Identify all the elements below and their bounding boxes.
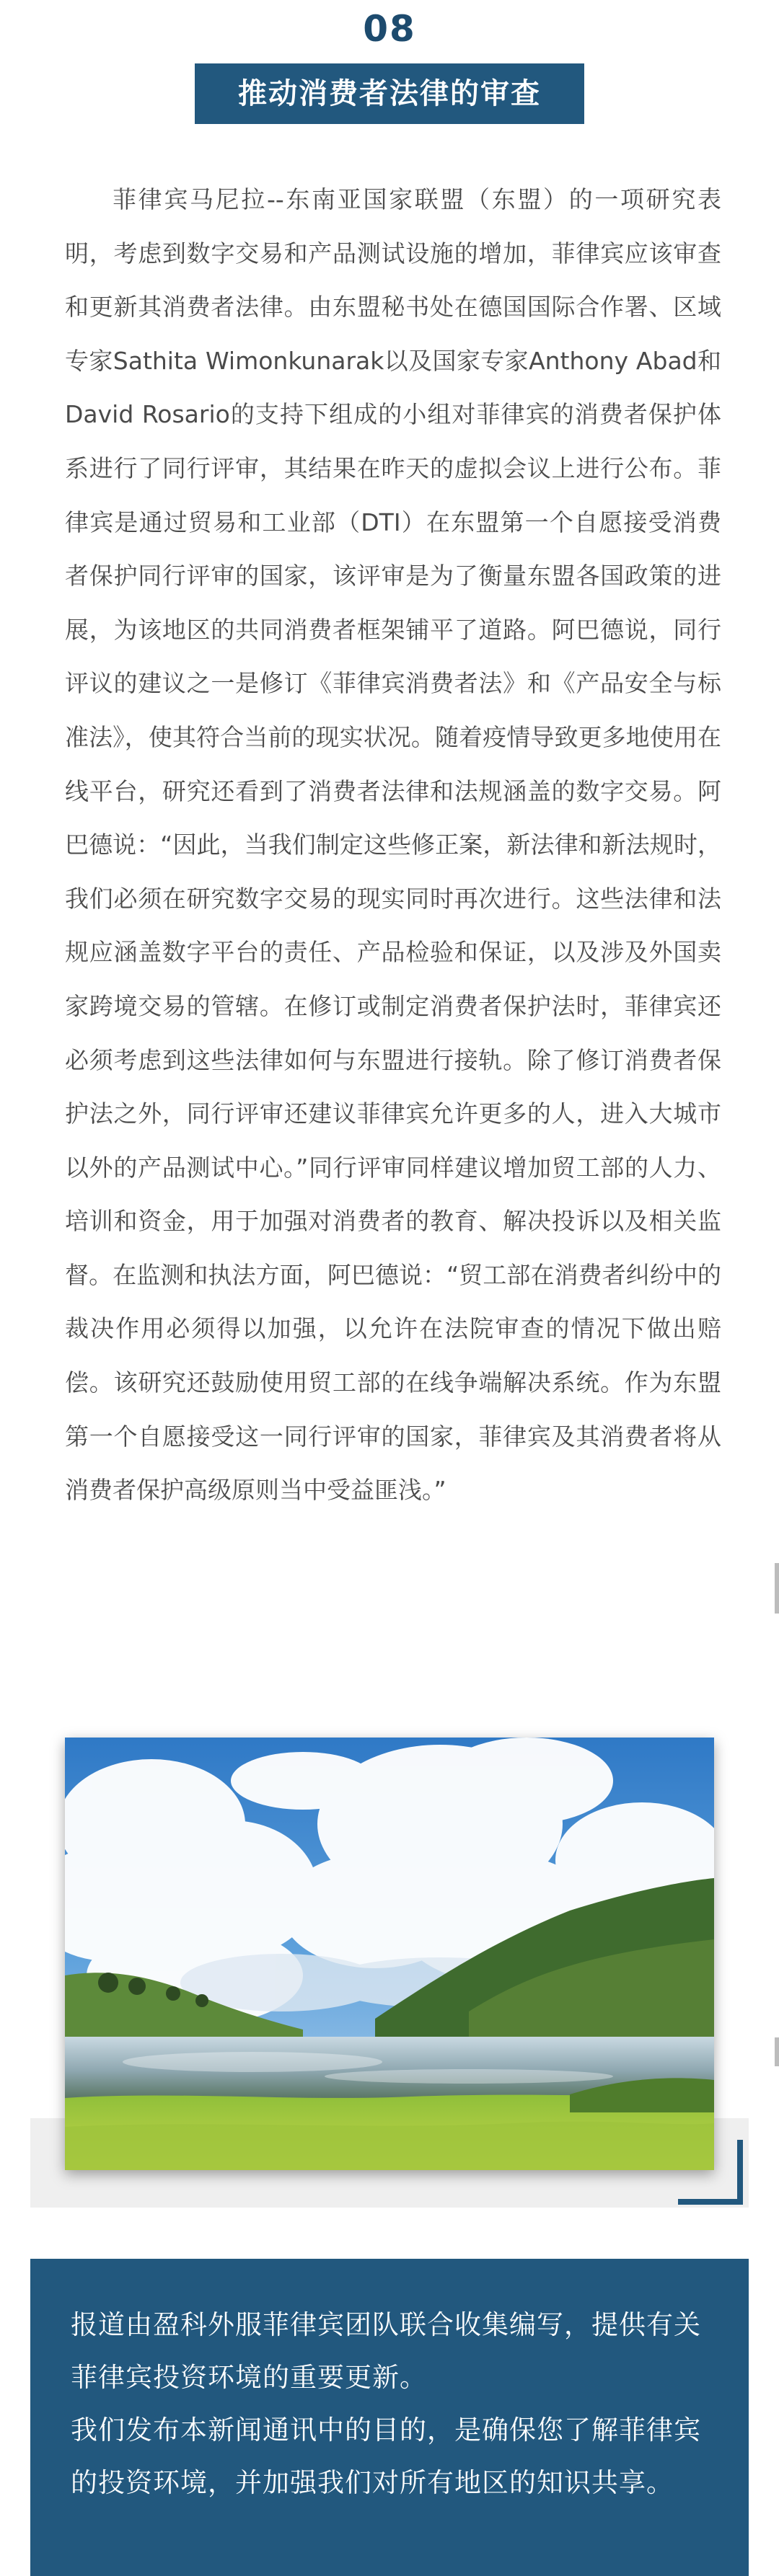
section-title-banner: 推动消费者法律的审查 [195, 63, 584, 124]
footer-text-line2: 我们发布本新闻通讯中的目的，是确保您了解菲律宾的投资环境，并加强我们对所有地区的知识共享。 [71, 2415, 701, 2498]
section-number: 08 [363, 8, 416, 50]
lake-landscape-photo [65, 1738, 714, 2170]
article-body: 菲律宾马尼拉--东南亚国家联盟（东盟）的一项研究表明，考虑到数字交易和产品测试设施的增加，菲律宾应该审查和更新其消费者法律。由东盟秘书处在德国国际合作署、区域专家Sathita Wimonkunarak以及国家专家Anthony Abad和David Rosario的支持下组成的小组对菲律宾的消费者保护体系进行了同行评审，其结果在昨天的虚拟会议上进行公布。菲律宾是通过贸易和工业部（DTI）在东盟第一个自愿接受消费者保护同行评审的国家，该评审是为了衡量东盟各国政策的进展，为该地区的共同消费者框架铺平了道路。阿巴德说，同行评议的建议之一是修订《菲律宾消费者法》和《产品安全与标准法》，使其符合当前的现实状况。随着疫情导致更多地使用在线平台，研究还看到了消费者法律和法规涵盖的数字交易。阿巴德说：“因此，当我们制定这些修正案，新法律和新法规时，我们必须在研究数字交易的现实同时再次进行。这些法律和法规应涵盖数字平台的责任、产品检验和保证，以及涉及外国卖家跨境交易的管辖。在修订或制定消费者保护法时，菲律宾还必须考虑到这些法律如何与东盟进行接轨。除了修订消费者保护法之外，同行评审还建议菲律宾允许更多的人，进入大城市以外的产品测试中心。”同行评审同样建议增加贸工部的人力、培训和资金，用于加强对消费者的教育、解决投诉以及相关监督。在监测和执法方面，阿巴德说：“贸工部在消费者纠纷中的裁决作用必须得以加强，以允许在法院审查的情况下做出赔偿。该研究还鼓励使用贸工部的在线争端解决系统。作为东盟第一个自愿接受这一同行评审的国家，菲律宾及其消费者将从消费者保护高级原则当中受益匪浅。” [65, 185, 721, 1505]
scroll-marker [775, 1563, 779, 1614]
footer-text-line1: 报道由盈科外服菲律宾团队联合收集编写，提供有关菲律宾投资环境的重要更新。 [71, 2309, 701, 2393]
scroll-marker [775, 2037, 779, 2066]
footer-info-box [30, 2259, 749, 2576]
